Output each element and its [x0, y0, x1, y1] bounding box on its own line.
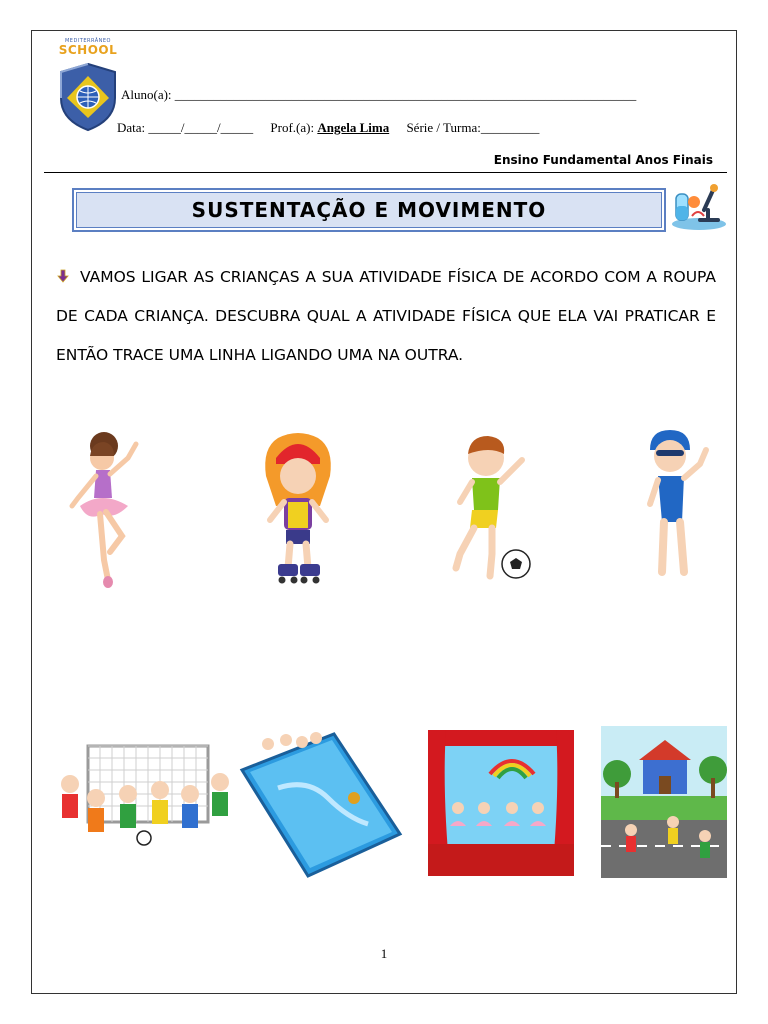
logo-top-text: MEDITERRÂNEO	[64, 38, 111, 44]
school-level: Ensino Fundamental Anos Finais	[493, 153, 713, 167]
school-logo	[55, 38, 121, 132]
student-line	[121, 87, 636, 103]
title-box	[72, 188, 666, 232]
logo-brand-text: SCHOOL	[58, 43, 118, 57]
class-label: Série / Turma:	[406, 120, 481, 135]
page-title: SUSTENTAÇÃO E MOVIMENTO	[191, 198, 547, 222]
date-field[interactable]: _____/_____/_____	[148, 120, 254, 135]
instructions-text: VAMOS LIGAR AS CRIANÇAS A SUA ATIVIDADE FÍSICA DE ACORDO COM A ROUPA DE CADA CRIANÇA. DESCUBRA QUAL A ATIVIDADE FÍSICA QUE ELA VAI PRATICAR E ENTÃO TRACE UMA LINHA LIGANDO UMA NA OUTRA.	[56, 268, 716, 364]
roller-skater-girl-image[interactable]	[258, 428, 338, 586]
student-label: Aluno(a):	[121, 87, 172, 102]
swimmer-girl-image[interactable]	[640, 428, 716, 584]
info-line	[117, 120, 539, 136]
street-skating-image[interactable]	[601, 726, 727, 878]
instructions	[56, 258, 716, 375]
shield-icon	[57, 62, 119, 132]
teacher-label: Prof.(a):	[270, 120, 315, 135]
soccer-ball-icon	[502, 550, 530, 578]
theater-stage-image[interactable]	[428, 730, 574, 876]
ballerina-girl-image[interactable]	[66, 428, 146, 590]
header-divider	[44, 172, 727, 173]
swimming-pool-image[interactable]	[238, 728, 404, 880]
arrow-down-icon	[56, 269, 70, 283]
teacher-name: Angela Lima	[317, 120, 390, 135]
student-field[interactable]: _______________________________________________________________________	[174, 87, 637, 102]
class-field[interactable]: _________	[480, 120, 540, 135]
date-label: Data:	[117, 120, 146, 135]
microscope-icon	[670, 180, 728, 232]
title-inner	[76, 192, 662, 228]
page-number: 1	[380, 946, 388, 961]
soccer-field-image[interactable]	[52, 742, 238, 858]
